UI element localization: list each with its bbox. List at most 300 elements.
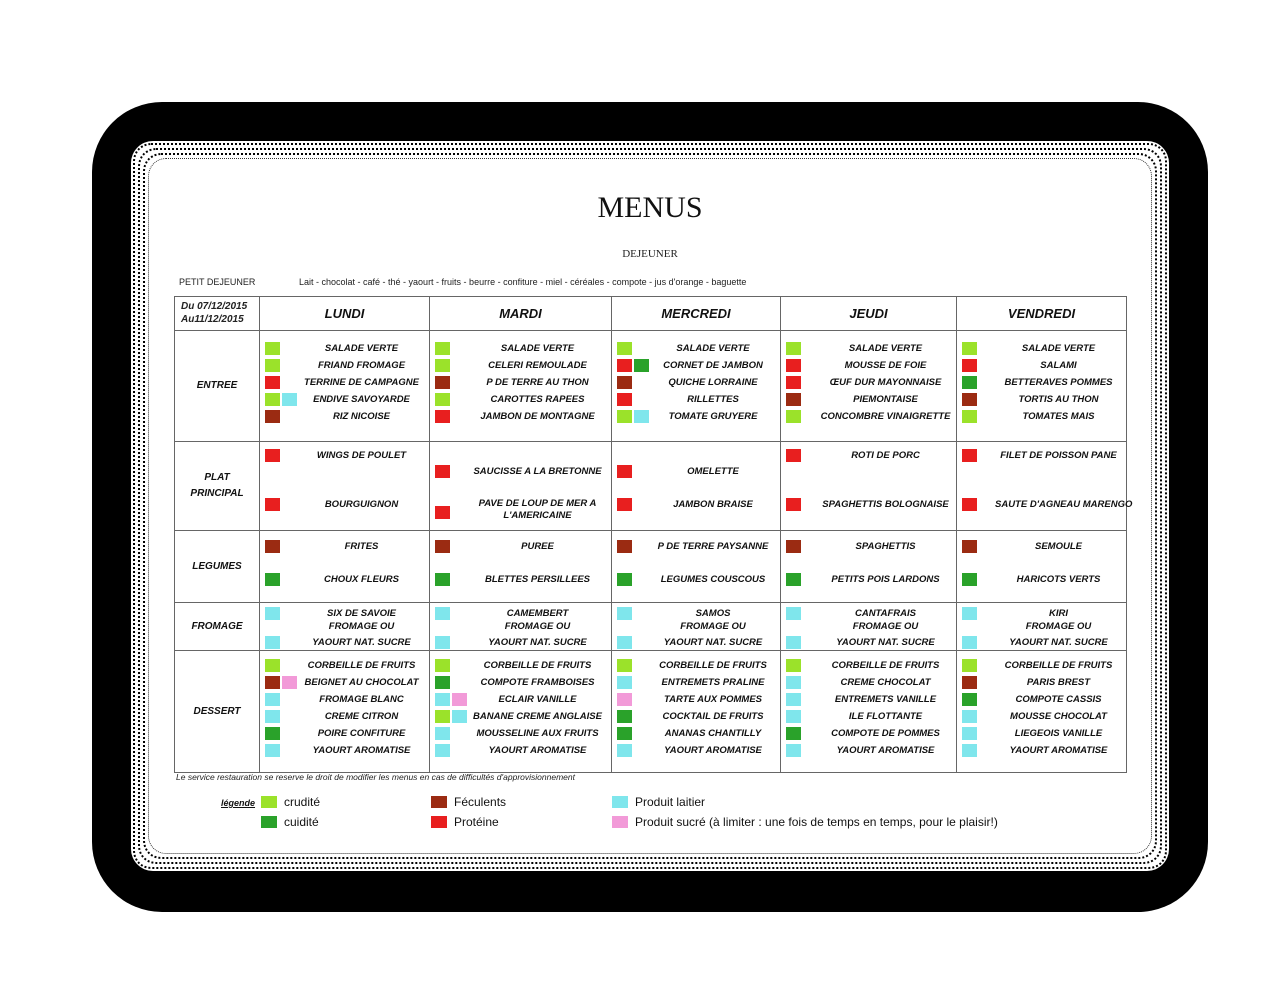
proteine-swatch xyxy=(962,449,977,462)
crudite-swatch xyxy=(962,410,977,423)
day-header-vendredi: VENDREDI xyxy=(957,297,1127,331)
menu-item-label: WINGS DE POULET xyxy=(316,450,407,461)
laitier-swatch xyxy=(265,693,280,706)
menu-item-label: CORBEILLE DE FRUITS xyxy=(307,660,416,671)
menu-item-label: CORBEILLE DE FRUITS xyxy=(1004,660,1113,671)
proteine-swatch xyxy=(617,393,632,406)
menu-item-label: TOMATE GRUYERE xyxy=(668,411,758,422)
feculent-swatch xyxy=(265,676,280,689)
feculent-swatch xyxy=(786,540,801,553)
menu-item xyxy=(262,448,427,464)
legend-swatch xyxy=(612,796,628,808)
legend-label: cuidité xyxy=(284,815,319,829)
menu-item xyxy=(783,658,954,674)
menu-item-label: ŒUF DUR MAYONNAISE xyxy=(829,377,942,388)
menu-item-label: SAUTE D'AGNEAU MARENGO xyxy=(995,499,1133,510)
menu-item-label: SEMOULE xyxy=(1035,541,1082,552)
menu-item xyxy=(432,709,609,725)
menu-item xyxy=(432,409,609,425)
menu-item-label: LEGUMES COUSCOUS xyxy=(660,574,766,585)
menu-item-label: SALADE VERTE xyxy=(324,343,399,354)
crudite-swatch xyxy=(435,342,450,355)
menu-item-label: ROTI DE PORC xyxy=(851,450,920,461)
cell-legumes-vendredi xyxy=(957,531,1127,603)
crudite-swatch xyxy=(435,659,450,672)
menu-item xyxy=(959,409,1124,425)
menu-item xyxy=(783,497,954,513)
menu-item-label: FROMAGE OU xyxy=(1025,621,1092,632)
legend-swatch xyxy=(261,796,277,808)
proteine-swatch xyxy=(617,498,632,511)
menu-item xyxy=(614,726,778,742)
laitier-swatch xyxy=(617,744,632,757)
crudite-swatch xyxy=(265,342,280,355)
menu-item-label: JAMBON DE MONTAGNE xyxy=(480,411,595,422)
crudite-swatch xyxy=(265,359,280,372)
menu-item xyxy=(262,358,427,374)
menu-item xyxy=(262,743,427,759)
day-header-lundi: LUNDI xyxy=(260,297,430,331)
sucre-swatch xyxy=(452,693,467,706)
crudite-swatch xyxy=(617,342,632,355)
menu-item xyxy=(783,375,954,391)
feculent-swatch xyxy=(617,376,632,389)
day-header-jeudi: JEUDI xyxy=(781,297,957,331)
laitier-swatch xyxy=(265,744,280,757)
menu-item-label: MOUSSELINE AUX FRUITS xyxy=(476,728,599,739)
menu-item xyxy=(959,375,1124,391)
menu-item-label: CREME CITRON xyxy=(324,711,399,722)
page-subtitle: DEJEUNER xyxy=(622,248,678,260)
cell-entree-lundi xyxy=(260,331,430,442)
menu-item xyxy=(614,635,778,651)
cell-legumes-mercredi xyxy=(612,531,781,603)
menu-item xyxy=(432,658,609,674)
laitier-swatch xyxy=(435,636,450,649)
menu-item-label: SAUCISSE A LA BRETONNE xyxy=(473,466,602,477)
crudite-swatch xyxy=(265,393,280,406)
menu-item xyxy=(959,675,1124,691)
menu-item xyxy=(959,726,1124,742)
proteine-swatch xyxy=(435,410,450,423)
menu-item xyxy=(262,375,427,391)
row-label-dessert: DESSERT xyxy=(175,651,260,773)
cell-plat-lundi xyxy=(260,442,430,531)
sucre-swatch xyxy=(282,676,297,689)
menu-item xyxy=(614,692,778,708)
cell-dessert-vendredi xyxy=(957,651,1127,773)
menu-item xyxy=(432,635,609,651)
menu-item xyxy=(614,464,778,480)
proteine-swatch xyxy=(617,359,632,372)
menu-item-label: JAMBON BRAISE xyxy=(673,499,753,510)
menu-item-label: YAOURT AROMATISE xyxy=(664,745,762,756)
cell-plat-vendredi xyxy=(957,442,1133,531)
menu-item xyxy=(262,497,427,513)
menu-item-label: ECLAIR VANILLE xyxy=(498,694,577,705)
menu-item-label: SIX DE SAVOIE xyxy=(327,608,396,619)
laitier-swatch xyxy=(617,676,632,689)
menu-item-label: PAVE DE LOUP DE MER A L'AMERICAINE xyxy=(478,498,597,521)
menu-item-label: CELERI REMOULADE xyxy=(488,360,587,371)
menu-item xyxy=(959,658,1124,674)
menu-item xyxy=(783,341,954,357)
menu-item-label: PETITS POIS LARDONS xyxy=(831,574,940,585)
menu-item-label: ENDIVE SAVOYARDE xyxy=(313,394,410,405)
menu-item-label: TOMATES MAIS xyxy=(1022,411,1095,422)
proteine-swatch xyxy=(786,359,801,372)
crudite-swatch xyxy=(962,659,977,672)
cell-dessert-lundi xyxy=(260,651,430,773)
menu-item xyxy=(783,619,954,635)
menu-item-label: TORTIS AU THON xyxy=(1018,394,1099,405)
laitier-swatch xyxy=(962,744,977,757)
menu-item-label: YAOURT NAT. SUCRE xyxy=(488,637,587,648)
menu-item xyxy=(614,743,778,759)
cuidite-swatch xyxy=(265,727,280,740)
menu-item-label: FROMAGE OU xyxy=(680,621,746,632)
cell-entree-mardi xyxy=(430,331,612,442)
legend-label: Produit sucré (à limiter : une fois de temps en temps, pour le plaisir!) xyxy=(635,815,998,829)
menu-item-label: SALADE VERTE xyxy=(676,343,750,354)
feculent-swatch xyxy=(265,410,280,423)
cell-fromage-lundi xyxy=(260,603,430,651)
menu-item xyxy=(432,392,609,408)
menu-item-label: OMELETTE xyxy=(687,466,739,477)
cuidite-swatch xyxy=(634,359,649,372)
menu-item xyxy=(959,635,1124,651)
menu-item xyxy=(614,709,778,725)
menu-item xyxy=(614,341,778,357)
menu-item-label: BANANE CREME ANGLAISE xyxy=(473,711,602,722)
crudite-swatch xyxy=(435,393,450,406)
cuidite-swatch xyxy=(265,573,280,586)
menu-item-label: FILET DE POISSON PANE xyxy=(1000,450,1117,461)
cell-dessert-mercredi xyxy=(612,651,781,773)
laitier-swatch xyxy=(265,636,280,649)
menu-item xyxy=(614,497,778,513)
crudite-swatch xyxy=(786,659,801,672)
menu-item xyxy=(783,409,954,425)
feculent-swatch xyxy=(962,676,977,689)
period-cell xyxy=(175,297,260,331)
menu-item xyxy=(432,726,609,742)
menu-item xyxy=(262,619,427,635)
crudite-swatch xyxy=(435,359,450,372)
menu-item xyxy=(614,539,778,555)
proteine-swatch xyxy=(435,506,450,519)
day-header-mercredi: MERCREDI xyxy=(612,297,781,331)
laitier-swatch xyxy=(786,744,801,757)
menu-item xyxy=(614,619,778,635)
row-legumes xyxy=(175,531,1127,603)
menu-item xyxy=(262,635,427,651)
menu-item xyxy=(262,726,427,742)
laitier-swatch xyxy=(786,710,801,723)
sucre-swatch xyxy=(617,693,632,706)
menu-item xyxy=(262,692,427,708)
menu-item xyxy=(959,572,1124,588)
legend-label: crudité xyxy=(284,795,321,809)
proteine-swatch xyxy=(435,465,450,478)
menu-item-label: PUREE xyxy=(521,541,554,552)
laitier-swatch xyxy=(282,393,297,406)
menu-item xyxy=(432,358,609,374)
menu-item-label: YAOURT NAT. SUCRE xyxy=(836,637,935,648)
menu-item-label: BETTERAVES POMMES xyxy=(1004,377,1113,388)
menu-item-label: COMPOTE DE POMMES xyxy=(831,728,940,739)
menu-item-label: PIEMONTAISE xyxy=(853,394,918,405)
menu-item-label: POIRE CONFITURE xyxy=(317,728,406,739)
menu-item-label: CAROTTES RAPEES xyxy=(490,394,585,405)
menu-item-label: YAOURT NAT. SUCRE xyxy=(312,637,411,648)
crudite-swatch xyxy=(962,342,977,355)
menu-item-label: TERRINE DE CAMPAGNE xyxy=(304,377,419,388)
legend-label: Produit laitier xyxy=(635,795,706,809)
menu-item xyxy=(432,692,609,708)
cuidite-swatch xyxy=(435,676,450,689)
menu-item-label: RIZ NICOISE xyxy=(332,411,390,422)
menu-item xyxy=(614,675,778,691)
laitier-swatch xyxy=(786,693,801,706)
cell-fromage-mardi xyxy=(430,603,612,651)
menu-item-label: FRITES xyxy=(344,541,379,552)
menu-item xyxy=(783,675,954,691)
cuidite-swatch xyxy=(617,573,632,586)
proteine-swatch xyxy=(265,376,280,389)
feculent-swatch xyxy=(435,376,450,389)
feculent-swatch xyxy=(435,540,450,553)
menu-item-label: YAOURT AROMATISE xyxy=(836,745,935,756)
menu-item-label: FROMAGE OU xyxy=(504,621,571,632)
day-header-mardi: MARDI xyxy=(430,297,612,331)
menu-item xyxy=(614,409,778,425)
menu-item-label: SPAGHETTIS BOLOGNAISE xyxy=(822,499,949,510)
menu-item xyxy=(614,358,778,374)
menu-item xyxy=(783,448,954,464)
proteine-swatch xyxy=(786,498,801,511)
menu-item-label: CORBEILLE DE FRUITS xyxy=(659,660,767,671)
menu-item-label: COCKTAIL DE FRUITS xyxy=(662,711,764,722)
menu-item xyxy=(262,392,427,408)
laitier-swatch xyxy=(962,727,977,740)
menu-item xyxy=(959,358,1124,374)
crudite-swatch xyxy=(435,710,450,723)
menu-item xyxy=(432,464,609,480)
menu-item xyxy=(262,675,427,691)
page-title: MENUS xyxy=(597,191,703,224)
menu-item xyxy=(783,692,954,708)
menu-item xyxy=(783,743,954,759)
legend-swatch xyxy=(261,816,277,828)
legend-swatch xyxy=(431,816,447,828)
feculent-swatch xyxy=(962,540,977,553)
menu-item xyxy=(959,692,1124,708)
menu-item xyxy=(262,658,427,674)
menu-item-label: P DE TERRE AU THON xyxy=(486,377,589,388)
petit-dejeuner-items: Lait - chocolat - café - thé - yaourt - fruits - beurre - confiture - miel - céréales - compote - jus d'orange - baguette xyxy=(299,277,747,287)
menu-item xyxy=(614,392,778,408)
period-end: Au11/12/2015 xyxy=(181,314,244,325)
menu-item xyxy=(262,539,427,555)
feculent-swatch xyxy=(962,393,977,406)
cell-entree-jeudi xyxy=(781,331,957,442)
menu-item xyxy=(432,572,609,588)
menu-item-label: CONCOMBRE VINAIGRETTE xyxy=(820,411,951,422)
cuidite-swatch xyxy=(786,573,801,586)
period-start: Du 07/12/2015 xyxy=(181,301,248,312)
legend-swatch xyxy=(612,816,628,828)
laitier-swatch xyxy=(452,710,467,723)
menu-item-label: ENTREMETS PRALINE xyxy=(661,677,765,688)
menu-item-label: SAMOS xyxy=(695,608,731,619)
cell-legumes-lundi xyxy=(260,531,430,603)
cuidite-swatch xyxy=(962,376,977,389)
menu-item xyxy=(262,709,427,725)
proteine-swatch xyxy=(962,359,977,372)
laitier-swatch xyxy=(962,710,977,723)
menu-item-label: CHOUX FLEURS xyxy=(324,574,399,585)
feculent-swatch xyxy=(786,393,801,406)
menu-item xyxy=(614,572,778,588)
menu-item xyxy=(783,709,954,725)
row-fromage xyxy=(175,603,1127,651)
laitier-swatch xyxy=(617,636,632,649)
menu-item xyxy=(959,619,1124,635)
menu-item-label: COMPOTE FRAMBOISES xyxy=(480,677,595,688)
menu-item-label: HARICOTS VERTS xyxy=(1016,574,1101,585)
menu-item-label: CORBEILLE DE FRUITS xyxy=(483,660,592,671)
laitier-swatch xyxy=(265,710,280,723)
menu-item-label: CAMEMBERT xyxy=(506,608,569,619)
cell-plat-mardi xyxy=(430,442,612,531)
crudite-swatch xyxy=(786,410,801,423)
menu-item-label: TARTE AUX POMMES xyxy=(664,694,762,705)
menu-item-label: SALADE VERTE xyxy=(1021,343,1096,354)
menu-item xyxy=(959,341,1124,357)
disclaimer: Le service restauration se reserve le droit de modifier les menus en cas de difficultés d'approvisionnement xyxy=(176,772,575,782)
cuidite-swatch xyxy=(962,693,977,706)
menu-item-label: BEIGNET AU CHOCOLAT xyxy=(304,677,419,688)
menu-item-label: FROMAGE OU xyxy=(328,621,395,632)
menu-item xyxy=(614,658,778,674)
menu-item xyxy=(432,341,609,357)
menu-item-label: ANANAS CHANTILLY xyxy=(664,728,762,739)
proteine-swatch xyxy=(962,498,977,511)
laitier-swatch xyxy=(962,636,977,649)
menu-item-label: ILE FLOTTANTE xyxy=(848,711,923,722)
cell-fromage-jeudi xyxy=(781,603,957,651)
menu-item xyxy=(959,743,1124,759)
row-plat xyxy=(175,442,1127,531)
menu-item xyxy=(783,726,954,742)
proteine-swatch xyxy=(265,449,280,462)
menu-item xyxy=(432,619,609,635)
row-label-plat: PLAT PRINCIPAL xyxy=(175,442,260,531)
menu-item-label: RILLETTES xyxy=(687,394,739,405)
menu-item xyxy=(783,572,954,588)
feculent-swatch xyxy=(265,540,280,553)
cell-fromage-mercredi xyxy=(612,603,781,651)
menu-item-label: COMPOTE CASSIS xyxy=(1015,694,1102,705)
menu-item-label: CORBEILLE DE FRUITS xyxy=(831,660,940,671)
cuidite-swatch xyxy=(617,710,632,723)
menu-item-label: FRIAND FROMAGE xyxy=(317,360,406,371)
menu-item xyxy=(959,497,1133,513)
menu-item xyxy=(783,358,954,374)
menu-item xyxy=(783,635,954,651)
menu-item-label: FROMAGE BLANC xyxy=(319,694,404,705)
cell-legumes-jeudi xyxy=(781,531,957,603)
row-dessert xyxy=(175,651,1127,773)
menu-item xyxy=(262,572,427,588)
row-label-fromage: FROMAGE xyxy=(175,603,260,651)
row-label-legumes: LEGUMES xyxy=(175,531,260,603)
cuidite-swatch xyxy=(786,727,801,740)
menu-sheet xyxy=(131,141,1169,871)
header-row xyxy=(175,297,1127,331)
menu-item xyxy=(959,539,1124,555)
petit-dejeuner-label: PETIT DEJEUNER xyxy=(179,277,256,287)
laitier-swatch xyxy=(786,636,801,649)
laitier-swatch xyxy=(435,727,450,740)
feculent-swatch xyxy=(617,540,632,553)
menu-item-label: CREME CHOCOLAT xyxy=(840,677,931,688)
cuidite-swatch xyxy=(435,573,450,586)
proteine-swatch xyxy=(786,449,801,462)
menu-item-label: YAOURT AROMATISE xyxy=(1009,745,1108,756)
menu-item xyxy=(959,392,1124,408)
menu-item-label: SALADE VERTE xyxy=(500,343,575,354)
cell-legumes-mardi xyxy=(430,531,612,603)
menu-item xyxy=(959,709,1124,725)
cell-plat-jeudi xyxy=(781,442,957,531)
cell-plat-mercredi xyxy=(612,442,781,531)
menu-item xyxy=(432,675,609,691)
menu-item-label: SPAGHETTIS xyxy=(855,541,916,552)
menu-item-label: BLETTES PERSILLEES xyxy=(484,574,591,585)
cell-entree-vendredi xyxy=(957,331,1127,442)
menu-item-label: YAOURT NAT. SUCRE xyxy=(1009,637,1108,648)
menu-item-label: ENTREMETS VANILLE xyxy=(834,694,937,705)
proteine-swatch xyxy=(786,376,801,389)
legend-swatch xyxy=(431,796,447,808)
menu-item xyxy=(614,375,778,391)
cell-fromage-vendredi xyxy=(957,603,1127,651)
row-entree xyxy=(175,331,1127,442)
menu-item xyxy=(783,539,954,555)
menu-item xyxy=(262,341,427,357)
menu-item-label: YAOURT NAT. SUCRE xyxy=(663,637,763,648)
crudite-swatch xyxy=(617,659,632,672)
menu-item xyxy=(432,743,609,759)
menu-item-label: YAOURT AROMATISE xyxy=(488,745,587,756)
laitier-swatch xyxy=(435,693,450,706)
legend-label: Protéine xyxy=(454,815,499,829)
cuidite-swatch xyxy=(962,573,977,586)
menu-item xyxy=(262,409,427,425)
crudite-swatch xyxy=(265,659,280,672)
proteine-swatch xyxy=(617,465,632,478)
menu-item-label: LIEGEOIS VANILLE xyxy=(1014,728,1103,739)
menu-item-label: SALAMI xyxy=(1040,360,1077,371)
menu-table xyxy=(174,296,1133,773)
menu-item-label: BOURGUIGNON xyxy=(324,499,399,510)
menu-item-label: QUICHE LORRAINE xyxy=(668,377,758,388)
menu-item xyxy=(959,448,1124,464)
proteine-swatch xyxy=(265,498,280,511)
cell-dessert-jeudi xyxy=(781,651,957,773)
